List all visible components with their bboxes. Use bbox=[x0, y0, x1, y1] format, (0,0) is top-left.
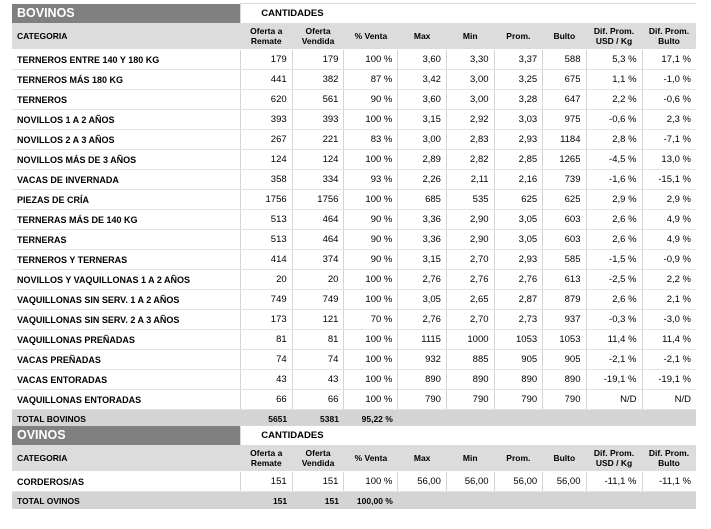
value-cell: 3,00 bbox=[398, 130, 447, 150]
value-cell: 790 bbox=[494, 390, 543, 410]
value-cell: 2,93 bbox=[494, 250, 543, 270]
value-cell: 647 bbox=[543, 90, 586, 110]
ovinos-section bbox=[12, 425, 696, 510]
value-cell: 1115 bbox=[398, 330, 447, 350]
total-label: TOTAL OVINOS bbox=[12, 492, 240, 510]
table-row bbox=[12, 472, 696, 492]
total-label: TOTAL BOVINOS bbox=[12, 410, 240, 428]
table-row bbox=[12, 330, 696, 350]
value-cell: 393 bbox=[240, 110, 292, 130]
value-cell: 2,9 % bbox=[642, 190, 696, 210]
value-cell: 2,6 % bbox=[586, 290, 642, 310]
value-cell: 613 bbox=[543, 270, 586, 290]
table-row bbox=[12, 270, 696, 290]
column-header: Min bbox=[446, 445, 494, 472]
value-cell: 2,3 % bbox=[642, 110, 696, 130]
value-cell: 2,70 bbox=[446, 250, 494, 270]
value-cell: 81 bbox=[240, 330, 292, 350]
value-cell: 1265 bbox=[543, 150, 586, 170]
value-cell: -19,1 % bbox=[586, 370, 642, 390]
value-cell: 588 bbox=[543, 50, 586, 70]
value-cell: 2,65 bbox=[446, 290, 494, 310]
value-cell: 1,1 % bbox=[586, 70, 642, 90]
value-cell: 43 bbox=[240, 370, 292, 390]
table-row bbox=[12, 150, 696, 170]
value-cell: 393 bbox=[292, 110, 344, 130]
column-header: Min bbox=[446, 23, 494, 50]
value-cell: 90 % bbox=[344, 230, 398, 250]
table-row bbox=[12, 210, 696, 230]
column-header: Oferta a Remate bbox=[240, 445, 292, 472]
value-cell: 151 bbox=[240, 472, 292, 492]
column-header: Dif. Prom. Bulto bbox=[642, 23, 696, 50]
column-header: Oferta Vendida bbox=[292, 445, 344, 472]
table-row bbox=[12, 190, 696, 210]
value-cell: 56,00 bbox=[543, 472, 586, 492]
value-cell: 905 bbox=[494, 350, 543, 370]
table-row bbox=[12, 170, 696, 190]
value-cell: 975 bbox=[543, 110, 586, 130]
category-cell: NOVILLOS 1 A 2 AÑOS bbox=[12, 110, 240, 130]
table-row bbox=[12, 250, 696, 270]
value-cell: 3,00 bbox=[446, 90, 494, 110]
category-cell: PIEZAS DE CRÍA bbox=[12, 190, 240, 210]
value-cell: 905 bbox=[543, 350, 586, 370]
value-cell: 2,73 bbox=[494, 310, 543, 330]
value-cell: N/D bbox=[642, 390, 696, 410]
value-cell: 464 bbox=[292, 210, 344, 230]
value-cell: 1756 bbox=[292, 190, 344, 210]
table-row bbox=[12, 50, 696, 70]
column-header: Dif. Prom. USD / Kg bbox=[586, 23, 642, 50]
value-cell: 100 % bbox=[344, 150, 398, 170]
column-header: % Venta bbox=[344, 23, 398, 50]
value-cell: 3,00 bbox=[446, 70, 494, 90]
value-cell: 100 % bbox=[344, 472, 398, 492]
value-cell: 2,76 bbox=[398, 270, 447, 290]
value-cell: 74 bbox=[240, 350, 292, 370]
value-cell: 11,4 % bbox=[586, 330, 642, 350]
value-cell: 749 bbox=[292, 290, 344, 310]
value-cell: 739 bbox=[543, 170, 586, 190]
value-cell: -0,3 % bbox=[586, 310, 642, 330]
value-cell: 441 bbox=[240, 70, 292, 90]
value-cell: 93 % bbox=[344, 170, 398, 190]
category-cell: NOVILLOS 2 A 3 AÑOS bbox=[12, 130, 240, 150]
section-title: BOVINOS bbox=[12, 4, 240, 24]
value-cell: -11,1 % bbox=[586, 472, 642, 492]
category-cell: VAQUILLONAS PREÑADAS bbox=[12, 330, 240, 350]
value-cell: 561 bbox=[292, 90, 344, 110]
value-cell: 2,76 bbox=[446, 270, 494, 290]
value-cell: 3,05 bbox=[398, 290, 447, 310]
total-empty-cell bbox=[398, 492, 447, 510]
value-cell: 535 bbox=[446, 190, 494, 210]
value-cell: 43 bbox=[292, 370, 344, 390]
value-cell: 890 bbox=[398, 370, 447, 390]
section-title: OVINOS bbox=[12, 426, 240, 446]
value-cell: 2,89 bbox=[398, 150, 447, 170]
value-cell: 890 bbox=[446, 370, 494, 390]
value-cell: 3,30 bbox=[446, 50, 494, 70]
total-empty-cell bbox=[642, 492, 696, 510]
value-cell: 17,1 % bbox=[642, 50, 696, 70]
total-value: 151 bbox=[292, 492, 344, 510]
column-header: Dif. Prom. USD / Kg bbox=[586, 445, 642, 472]
value-cell: -11,1 % bbox=[642, 472, 696, 492]
value-cell: -15,1 % bbox=[642, 170, 696, 190]
value-cell: 2,8 % bbox=[586, 130, 642, 150]
total-value: 95,22 % bbox=[344, 410, 398, 428]
value-cell: 4,9 % bbox=[642, 210, 696, 230]
value-cell: 2,93 bbox=[494, 130, 543, 150]
value-cell: 124 bbox=[240, 150, 292, 170]
value-cell: 90 % bbox=[344, 250, 398, 270]
column-header: Bulto bbox=[543, 445, 586, 472]
value-cell: 382 bbox=[292, 70, 344, 90]
value-cell: 100 % bbox=[344, 270, 398, 290]
header-row bbox=[12, 445, 696, 472]
total-value: 5381 bbox=[292, 410, 344, 428]
value-cell: 3,37 bbox=[494, 50, 543, 70]
value-cell: 625 bbox=[543, 190, 586, 210]
value-cell: 414 bbox=[240, 250, 292, 270]
value-cell: 100 % bbox=[344, 370, 398, 390]
value-cell: 3,28 bbox=[494, 90, 543, 110]
value-cell: 374 bbox=[292, 250, 344, 270]
category-cell: VAQUILLONAS SIN SERV. 1 A 2 AÑOS bbox=[12, 290, 240, 310]
value-cell: -3,0 % bbox=[642, 310, 696, 330]
column-header: Oferta Vendida bbox=[292, 23, 344, 50]
value-cell: 11,4 % bbox=[642, 330, 696, 350]
value-cell: 603 bbox=[543, 230, 586, 250]
value-cell: 1000 bbox=[446, 330, 494, 350]
header-row bbox=[12, 23, 696, 50]
value-cell: 464 bbox=[292, 230, 344, 250]
category-cell: NOVILLOS MÁS DE 3 AÑOS bbox=[12, 150, 240, 170]
value-cell: 2,70 bbox=[446, 310, 494, 330]
value-cell: 2,76 bbox=[494, 270, 543, 290]
value-cell: 66 bbox=[240, 390, 292, 410]
value-cell: 70 % bbox=[344, 310, 398, 330]
value-cell: -2,1 % bbox=[642, 350, 696, 370]
category-cell: CORDEROS/AS bbox=[12, 472, 240, 492]
total-row bbox=[12, 492, 696, 510]
value-cell: 179 bbox=[240, 50, 292, 70]
value-cell: 4,9 % bbox=[642, 230, 696, 250]
value-cell: 2,85 bbox=[494, 150, 543, 170]
column-header: Prom. bbox=[494, 23, 543, 50]
value-cell: 2,26 bbox=[398, 170, 447, 190]
value-cell: 358 bbox=[240, 170, 292, 190]
value-cell: 179 bbox=[292, 50, 344, 70]
value-cell: N/D bbox=[586, 390, 642, 410]
column-header: Dif. Prom. Bulto bbox=[642, 445, 696, 472]
cantidades-label: CANTIDADES bbox=[240, 4, 344, 24]
value-cell: 513 bbox=[240, 230, 292, 250]
bovinos-table bbox=[12, 3, 696, 428]
table-row bbox=[12, 310, 696, 330]
value-cell: 2,6 % bbox=[586, 210, 642, 230]
value-cell: 3,36 bbox=[398, 210, 447, 230]
value-cell: 100 % bbox=[344, 110, 398, 130]
total-value: 100,00 % bbox=[344, 492, 398, 510]
value-cell: 100 % bbox=[344, 330, 398, 350]
table-row bbox=[12, 350, 696, 370]
value-cell: 790 bbox=[446, 390, 494, 410]
value-cell: 56,00 bbox=[446, 472, 494, 492]
table-row bbox=[12, 230, 696, 250]
column-header: Bulto bbox=[543, 23, 586, 50]
total-empty-cell bbox=[494, 492, 543, 510]
value-cell: 100 % bbox=[344, 290, 398, 310]
value-cell: -7,1 % bbox=[642, 130, 696, 150]
value-cell: 124 bbox=[292, 150, 344, 170]
value-cell: 56,00 bbox=[494, 472, 543, 492]
value-cell: 3,60 bbox=[398, 50, 447, 70]
category-cell: TERNEROS Y TERNERAS bbox=[12, 250, 240, 270]
table-row bbox=[12, 70, 696, 90]
value-cell: 890 bbox=[543, 370, 586, 390]
value-cell: 56,00 bbox=[398, 472, 447, 492]
value-cell: 3,05 bbox=[494, 210, 543, 230]
value-cell: 2,9 % bbox=[586, 190, 642, 210]
value-cell: 879 bbox=[543, 290, 586, 310]
value-cell: 603 bbox=[543, 210, 586, 230]
category-cell: VACAS PREÑADAS bbox=[12, 350, 240, 370]
total-empty-cell bbox=[446, 492, 494, 510]
value-cell: 885 bbox=[446, 350, 494, 370]
value-cell: -2,5 % bbox=[586, 270, 642, 290]
value-cell: 685 bbox=[398, 190, 447, 210]
column-header: Max bbox=[398, 23, 447, 50]
total-value: 5651 bbox=[240, 410, 292, 428]
value-cell: 3,36 bbox=[398, 230, 447, 250]
ovinos-table bbox=[12, 425, 696, 510]
column-header: CATEGORIA bbox=[12, 23, 240, 50]
value-cell: 66 bbox=[292, 390, 344, 410]
value-cell: -4,5 % bbox=[586, 150, 642, 170]
category-cell: VAQUILLONAS ENTORADAS bbox=[12, 390, 240, 410]
value-cell: 2,2 % bbox=[642, 270, 696, 290]
table-row bbox=[12, 290, 696, 310]
value-cell: 334 bbox=[292, 170, 344, 190]
cantidades-label: CANTIDADES bbox=[240, 426, 344, 446]
total-value: 151 bbox=[240, 492, 292, 510]
column-header: Prom. bbox=[494, 445, 543, 472]
value-cell: 1184 bbox=[543, 130, 586, 150]
category-cell: TERNEROS ENTRE 140 Y 180 KG bbox=[12, 50, 240, 70]
value-cell: 87 % bbox=[344, 70, 398, 90]
column-header: % Venta bbox=[344, 445, 398, 472]
value-cell: 2,87 bbox=[494, 290, 543, 310]
value-cell: 173 bbox=[240, 310, 292, 330]
value-cell: 267 bbox=[240, 130, 292, 150]
column-header: Max bbox=[398, 445, 447, 472]
value-cell: 3,15 bbox=[398, 250, 447, 270]
category-cell: NOVILLOS Y VAQUILLONAS 1 A 2 AÑOS bbox=[12, 270, 240, 290]
category-cell: TERNEROS MÁS 180 KG bbox=[12, 70, 240, 90]
total-empty-cell bbox=[586, 492, 642, 510]
value-cell: 90 % bbox=[344, 210, 398, 230]
value-cell: 625 bbox=[494, 190, 543, 210]
value-cell: 675 bbox=[543, 70, 586, 90]
value-cell: 2,90 bbox=[446, 210, 494, 230]
value-cell: 2,16 bbox=[494, 170, 543, 190]
value-cell: 2,6 % bbox=[586, 230, 642, 250]
value-cell: 790 bbox=[398, 390, 447, 410]
value-cell: 2,92 bbox=[446, 110, 494, 130]
value-cell: 2,82 bbox=[446, 150, 494, 170]
value-cell: 937 bbox=[543, 310, 586, 330]
bovinos-section bbox=[12, 3, 696, 428]
value-cell: 151 bbox=[292, 472, 344, 492]
total-empty-cell bbox=[543, 492, 586, 510]
value-cell: 620 bbox=[240, 90, 292, 110]
category-cell: TERNEROS bbox=[12, 90, 240, 110]
value-cell: 513 bbox=[240, 210, 292, 230]
value-cell: 1053 bbox=[543, 330, 586, 350]
value-cell: 749 bbox=[240, 290, 292, 310]
value-cell: 100 % bbox=[344, 350, 398, 370]
value-cell: 20 bbox=[292, 270, 344, 290]
value-cell: 890 bbox=[494, 370, 543, 390]
column-header: CATEGORIA bbox=[12, 445, 240, 472]
category-cell: VACAS ENTORADAS bbox=[12, 370, 240, 390]
value-cell: 3,05 bbox=[494, 230, 543, 250]
value-cell: -2,1 % bbox=[586, 350, 642, 370]
value-cell: -19,1 % bbox=[642, 370, 696, 390]
value-cell: 74 bbox=[292, 350, 344, 370]
value-cell: -1,6 % bbox=[586, 170, 642, 190]
value-cell: 90 % bbox=[344, 90, 398, 110]
table-row bbox=[12, 390, 696, 410]
value-cell: 3,15 bbox=[398, 110, 447, 130]
column-header: Oferta a Remate bbox=[240, 23, 292, 50]
category-cell: TERNERAS bbox=[12, 230, 240, 250]
value-cell: -1,0 % bbox=[642, 70, 696, 90]
value-cell: 790 bbox=[543, 390, 586, 410]
value-cell: 100 % bbox=[344, 50, 398, 70]
category-cell: TERNERAS MÁS DE 140 KG bbox=[12, 210, 240, 230]
value-cell: 2,2 % bbox=[586, 90, 642, 110]
category-cell: VACAS DE INVERNADA bbox=[12, 170, 240, 190]
value-cell: 13,0 % bbox=[642, 150, 696, 170]
value-cell: -0,9 % bbox=[642, 250, 696, 270]
value-cell: 2,76 bbox=[398, 310, 447, 330]
value-cell: 2,11 bbox=[446, 170, 494, 190]
category-cell: VAQUILLONAS SIN SERV. 2 A 3 AÑOS bbox=[12, 310, 240, 330]
table-row bbox=[12, 110, 696, 130]
value-cell: 1053 bbox=[494, 330, 543, 350]
value-cell: 3,03 bbox=[494, 110, 543, 130]
table-row bbox=[12, 370, 696, 390]
value-cell: 100 % bbox=[344, 390, 398, 410]
value-cell: -0,6 % bbox=[586, 110, 642, 130]
value-cell: 81 bbox=[292, 330, 344, 350]
table-row bbox=[12, 130, 696, 150]
value-cell: 121 bbox=[292, 310, 344, 330]
value-cell: 83 % bbox=[344, 130, 398, 150]
value-cell: 100 % bbox=[344, 190, 398, 210]
value-cell: 3,42 bbox=[398, 70, 447, 90]
value-cell: 5,3 % bbox=[586, 50, 642, 70]
value-cell: 3,25 bbox=[494, 70, 543, 90]
table-row bbox=[12, 90, 696, 110]
value-cell: 221 bbox=[292, 130, 344, 150]
value-cell: 20 bbox=[240, 270, 292, 290]
value-cell: -0,6 % bbox=[642, 90, 696, 110]
value-cell: 2,1 % bbox=[642, 290, 696, 310]
value-cell: 2,90 bbox=[446, 230, 494, 250]
value-cell: 1756 bbox=[240, 190, 292, 210]
value-cell: 585 bbox=[543, 250, 586, 270]
value-cell: 2,83 bbox=[446, 130, 494, 150]
value-cell: -1,5 % bbox=[586, 250, 642, 270]
value-cell: 932 bbox=[398, 350, 447, 370]
value-cell: 3,60 bbox=[398, 90, 447, 110]
